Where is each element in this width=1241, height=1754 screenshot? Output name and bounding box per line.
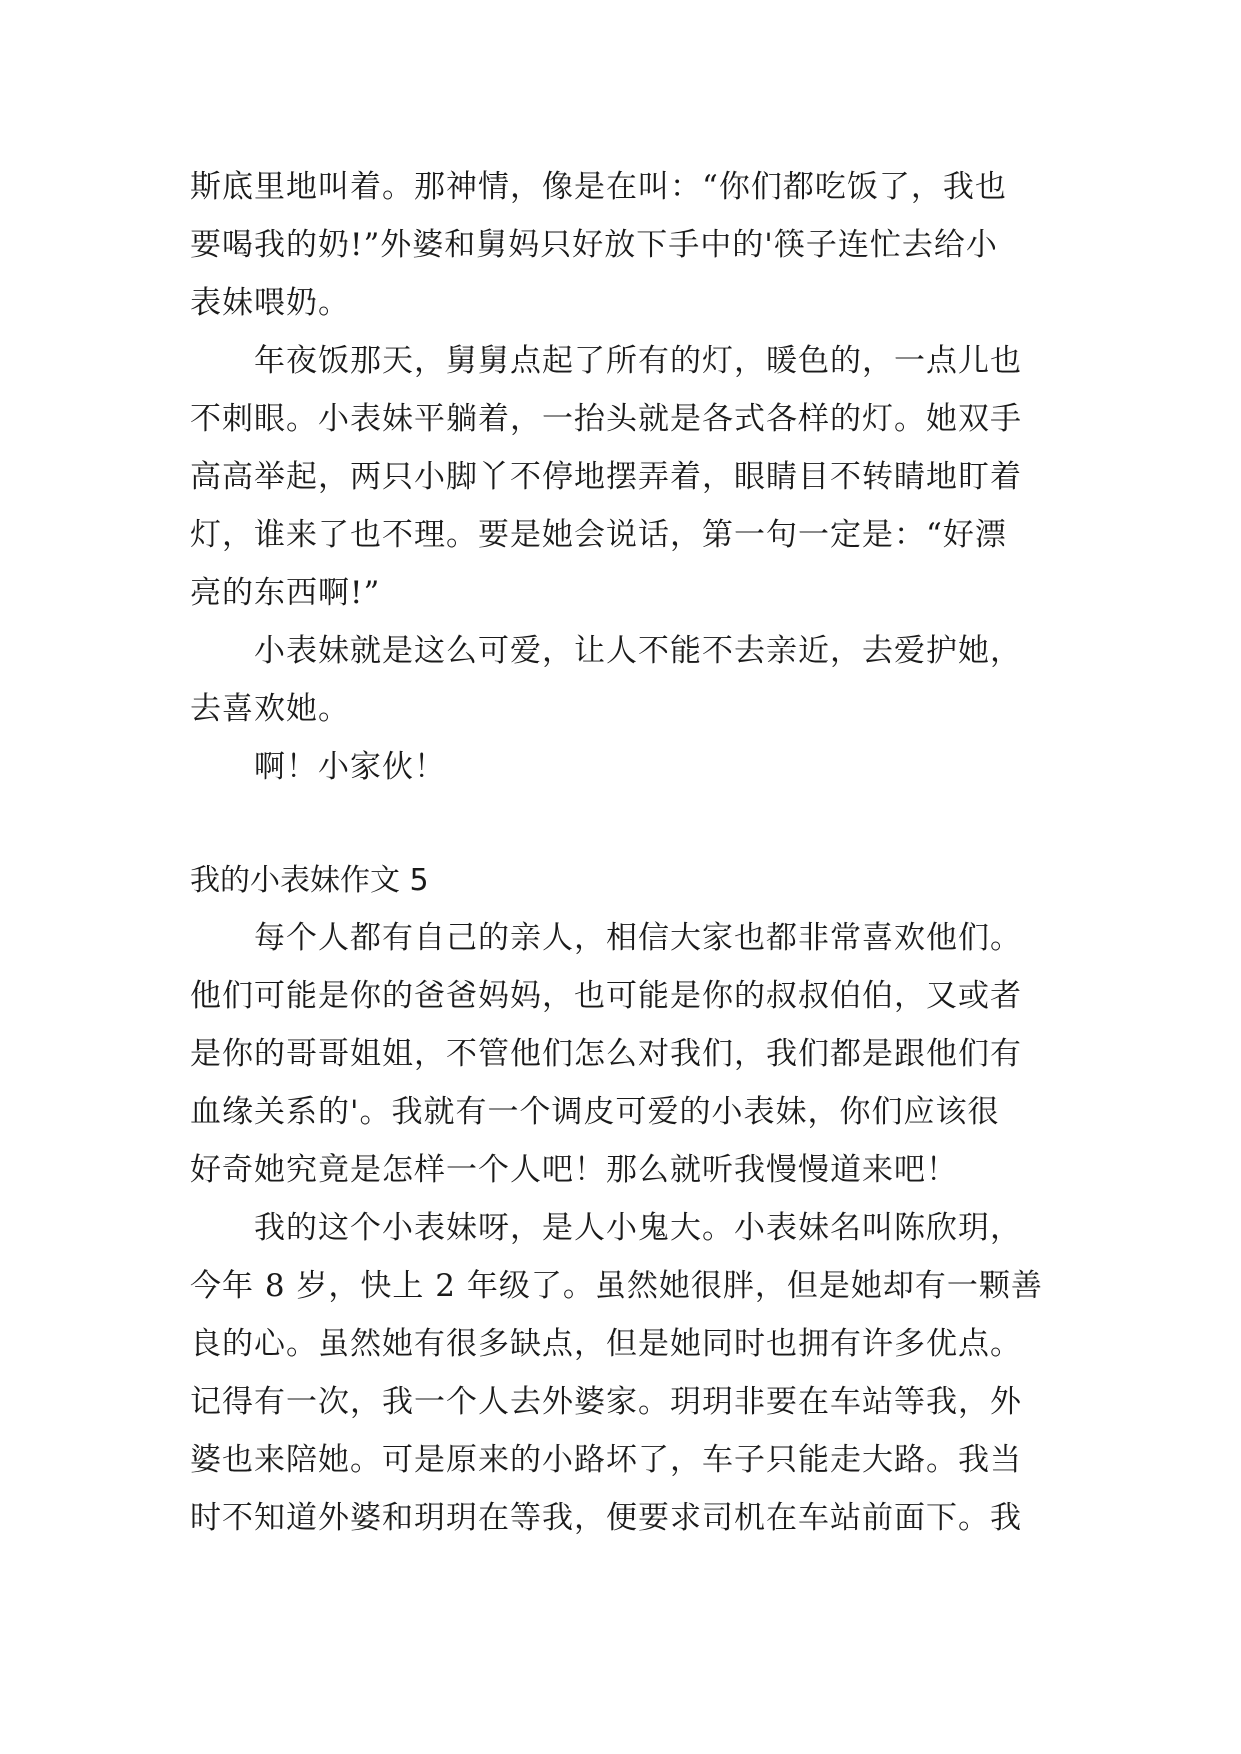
paragraph-line: 是你的哥哥姐姐，不管他们怎么对我们，我们都是跟他们有 [190,1036,1022,1072]
paragraph-line: 小表妹就是这么可爱，让人不能不去亲近，去爱护她， [190,633,1022,669]
paragraph-line: 亮的东西啊!” [190,575,381,611]
paragraph-line: 灯，谁来了也不理。要是她会说话，第一句一定是：“好漂 [190,517,1007,553]
paragraph-line: 记得有一次，我一个人去外婆家。玥玥非要在车站等我，外 [190,1384,1022,1420]
paragraph-line: 良的心。虽然她有很多缺点，但是她同时也拥有许多优点。 [190,1326,1022,1362]
paragraph-line: 我的这个小表妹呀，是人小鬼大。小表妹名叫陈欣玥， [190,1210,1022,1246]
paragraph-line: 啊！小家伙！ [190,749,446,785]
paragraph-line: 去喜欢她。 [190,691,350,727]
paragraph-line: 不刺眼。小表妹平躺着，一抬头就是各式各样的灯。她双手 [190,401,1022,437]
paragraph-line: 血缘关系的'。我就有一个调皮可爱的小表妹，你们应该很 [190,1094,1000,1130]
section-heading: 我的小表妹作文 5 [190,863,429,898]
paragraph-line: 婆也来陪她。可是原来的小路坏了，车子只能走大路。我当 [190,1442,1022,1478]
paragraph-line: 表妹喂奶。 [190,285,350,321]
paragraph-line: 要喝我的奶!”外婆和舅妈只好放下手中的'筷子连忙去给小 [190,227,998,263]
paragraph-line: 好奇她究竟是怎样一个人吧！那么就听我慢慢道来吧！ [190,1152,958,1188]
paragraph-line: 年夜饭那天，舅舅点起了所有的灯，暖色的，一点儿也 [190,343,1022,379]
paragraph-line: 他们可能是你的爸爸妈妈，也可能是你的叔叔伯伯，又或者 [190,978,1022,1014]
paragraph-line: 斯底里地叫着。那神情，像是在叫：“你们都吃饭了，我也 [190,169,1007,205]
paragraph-line: 每个人都有自己的亲人，相信大家也都非常喜欢他们。 [190,920,1022,956]
paragraph-line: 高高举起，两只小脚丫不停地摆弄着，眼睛目不转睛地盯着 [190,459,1022,495]
paragraph-line: 今年 8 岁，快上 2 年级了。虽然她很胖，但是她却有一颗善 [190,1268,1043,1304]
paragraph-line: 时不知道外婆和玥玥在等我，便要求司机在车站前面下。我 [190,1500,1022,1536]
